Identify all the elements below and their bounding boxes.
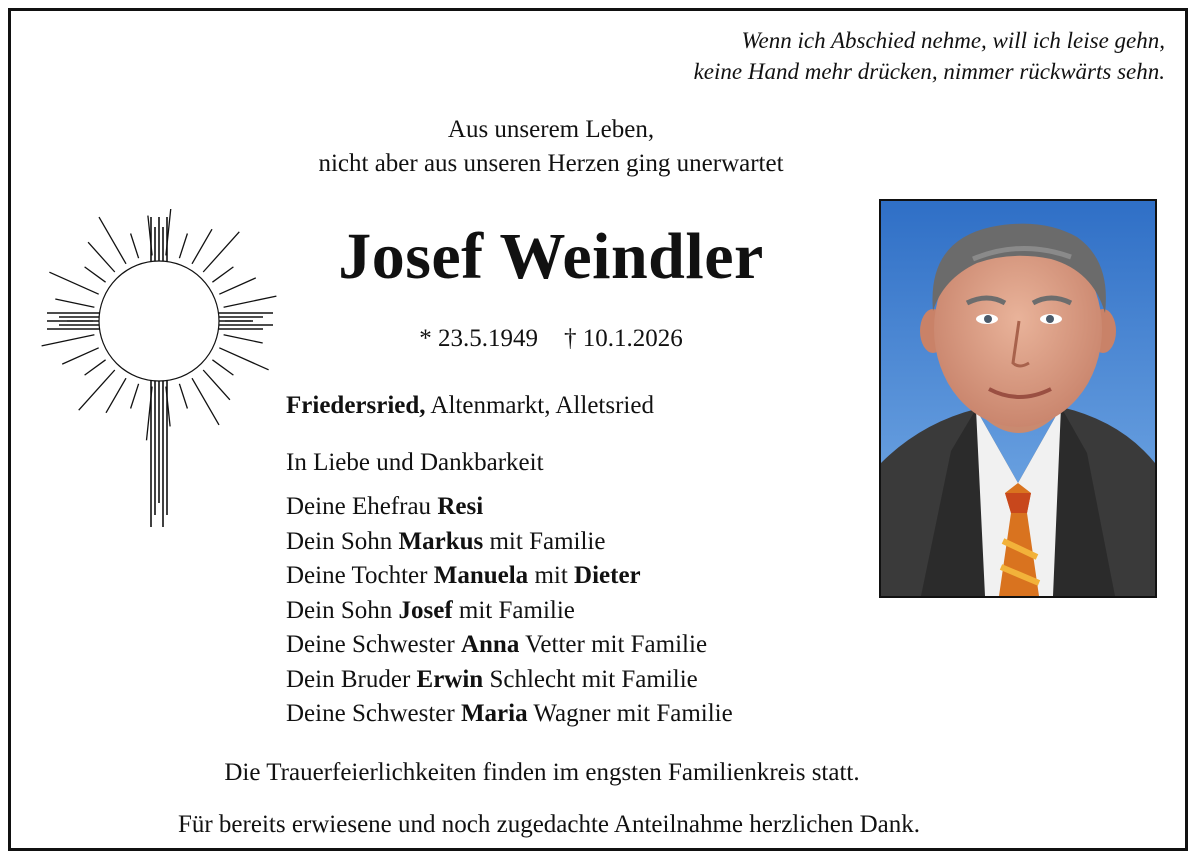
life-dates — [251, 325, 851, 353]
cross-with-sun-rays-icon — [41, 209, 281, 544]
farewell-quote — [694, 25, 1165, 87]
portrait-photo — [879, 199, 1157, 598]
place-other: Altenmarkt, Alletsried — [425, 392, 654, 419]
family-row: Deine Ehefrau Resi — [286, 493, 484, 520]
family-row: Dein Sohn Markus mit Familie — [286, 527, 606, 555]
death-date: † 10.1.2026 — [564, 325, 683, 352]
intro-line-2: nicht aber aus unseren Herzen ging unerwartet — [318, 150, 784, 177]
family-row: Dein Bruder Erwin Schlecht mit Familie — [286, 665, 698, 693]
birth-date: * 23.5.1949 — [419, 325, 538, 352]
family-row: Deine Schwester Maria Wagner mit Familie — [286, 700, 733, 727]
dedication: In Liebe und Dankbarkeit — [286, 449, 544, 476]
deceased-name: Josef Weindler — [338, 220, 764, 293]
thanks-note: Für bereits erwiesene und noch zugedachte Anteilnahme herzlichen Dank. — [177, 811, 921, 838]
family-list — [286, 490, 733, 732]
intro-text — [251, 113, 851, 181]
quote-line-1: Wenn ich Abschied nehme, will ich leise gehn, — [741, 28, 1165, 53]
family-row: Dein Sohn Josef mit Familie — [286, 596, 575, 624]
place-main: Friedersried, — [286, 392, 426, 419]
family-row: Deine Tochter Manuela mit Dieter — [286, 562, 641, 589]
quote-line-2: keine Hand mehr drücken, nimmer rückwärts sehn. — [693, 59, 1165, 84]
obituary-card — [8, 8, 1188, 851]
funeral-note: Die Trauerfeierlichkeiten finden im engsten Familienkreis statt. — [224, 759, 860, 786]
family-row: Deine Schwester Anna Vetter mit Familie — [286, 631, 708, 658]
intro-line-1: Aus unserem Leben, — [447, 116, 655, 143]
places — [286, 392, 654, 420]
